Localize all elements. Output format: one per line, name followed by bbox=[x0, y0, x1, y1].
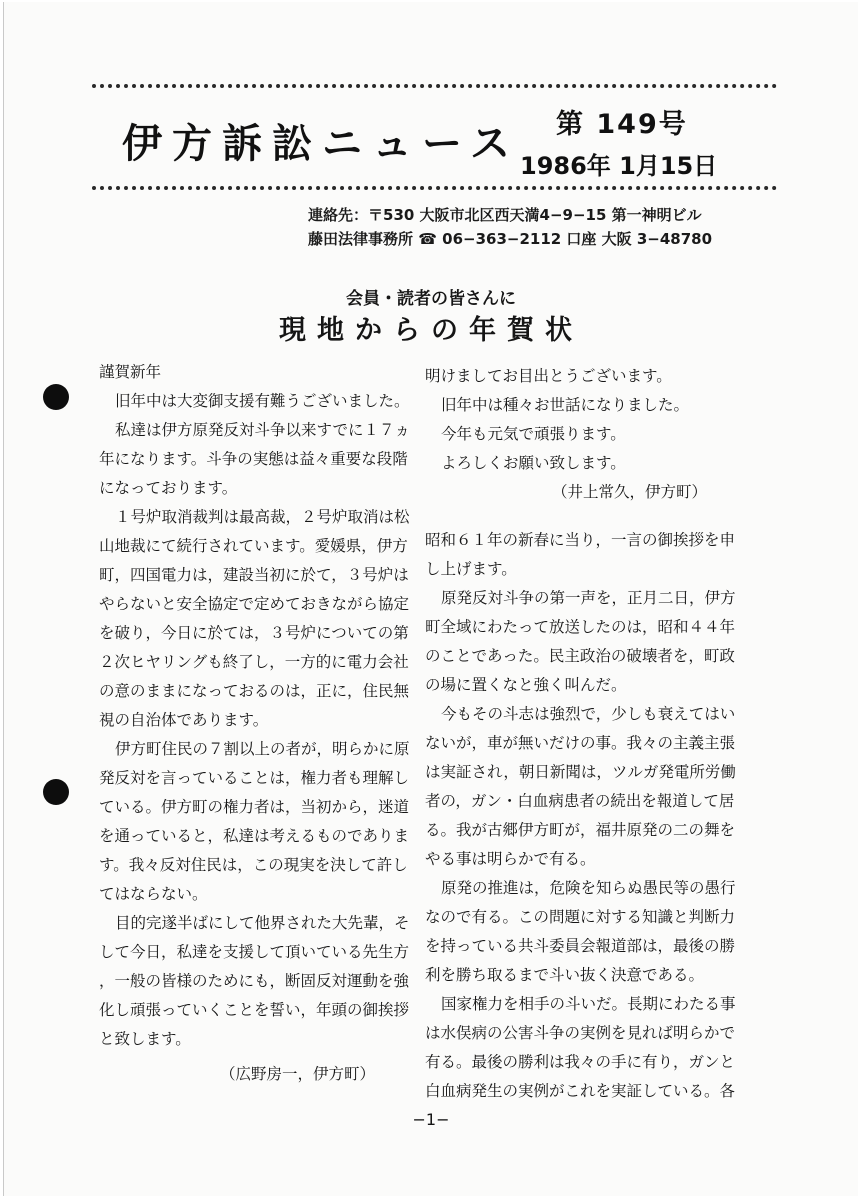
text-line: し上げます。 bbox=[425, 560, 517, 578]
text-line: 化し頑張っていくことを誓い，年頭の御挨拶 bbox=[99, 1001, 410, 1019]
bottom-dotted-rule bbox=[92, 186, 777, 190]
text-line: 山地裁にて続行されています。愛媛県，伊方 bbox=[99, 537, 408, 555]
top-dotted-rule bbox=[92, 84, 777, 88]
newsletter-title: 伊方訴訟ニュース bbox=[122, 121, 520, 167]
text-line: る。我が古郷伊方町が，福井原発の二の舞を bbox=[425, 821, 736, 839]
text-line: 国家権力を相手の斗いだ。長期にわたる事 bbox=[441, 995, 736, 1013]
right-column-message bbox=[425, 526, 735, 1106]
text-line: 視の自治体であります。 bbox=[99, 711, 269, 729]
article-headline: 現地からの年賀状 bbox=[279, 315, 583, 346]
issue-date: 1986年 1月15日 bbox=[520, 152, 718, 180]
text-line: よろしくお願い致します。 bbox=[441, 454, 626, 472]
text-line: やらないと安全協定で定めておきながら協定 bbox=[99, 595, 410, 613]
text-line: 明けましてお目出とうございます。 bbox=[425, 367, 672, 385]
text-line: やる事は明らかで有る。 bbox=[425, 850, 596, 868]
text-line: 原発反対斗争の第一声を，正月二日，伊方 bbox=[441, 589, 736, 607]
text-line: ている。伊方町の権力者は，当初から，迷道 bbox=[99, 798, 410, 816]
text-line: 白血病発生の実例がこれを実証している。各 bbox=[425, 1082, 736, 1100]
text-line: 利を勝ち取るまで斗い抜く決意である。 bbox=[425, 966, 705, 984]
page-number: −1− bbox=[412, 1110, 450, 1129]
text-line: 年になります。斗争の実態は益々重要な段階 bbox=[99, 450, 408, 468]
article-subtitle: 会員・読者の皆さんに bbox=[346, 289, 516, 309]
issue-number: 第 149号 bbox=[556, 109, 688, 140]
binder-hole-lower bbox=[43, 779, 69, 805]
contact-office: 藤田法律事務所 ☎ 06−363−2112 口座 大阪 3−48780 bbox=[308, 230, 713, 248]
binder-hole-upper bbox=[43, 384, 69, 410]
text-line: は水俣病の公害斗争の実例を見れば明らかで bbox=[425, 1024, 736, 1042]
text-line: 有る。最後の勝利は我々の手に有り，ガンと bbox=[425, 1053, 736, 1071]
left-column bbox=[99, 358, 410, 1089]
text-line: ，一般の皆様のためにも，断固反対運動を強 bbox=[99, 972, 410, 990]
text-line: 目的完遂半ばにして他界された大先輩，そ bbox=[115, 914, 410, 932]
text-line: てはならない。 bbox=[99, 885, 208, 903]
text-line: して今日，私達を支援して頂いている先生方 bbox=[99, 943, 410, 961]
text-line: 町全域にわたって放送したのは，昭和４４年 bbox=[425, 618, 736, 636]
text-line: ２次ヒヤリングも終了し，一方的に電力会社 bbox=[99, 653, 409, 671]
text-line: １号炉取消裁判は最高裁，２号炉取消は松 bbox=[115, 508, 410, 526]
signature-inoue: （井上常久，伊方町） bbox=[551, 483, 707, 501]
text-line: を持っている共斗委員会報道部は，最後の勝 bbox=[425, 937, 736, 955]
text-line: の意のままになっておるのは，正に，住民無 bbox=[99, 682, 410, 700]
text-line: 今年も元気で頑張ります。 bbox=[441, 425, 626, 443]
text-line: 者の，ガン・白血病患者の続出を報道して居 bbox=[425, 792, 735, 810]
text-line: 旧年中は大変御支援有難うございました。 bbox=[115, 392, 410, 410]
text-line: は実証され，朝日新聞は，ツルガ発電所労働 bbox=[425, 763, 736, 781]
text-line: 町，四国電力は，建設当初に於て，３号炉は bbox=[99, 566, 409, 584]
signature-hirono: （広野房一，伊方町） bbox=[219, 1065, 375, 1083]
greeting-heading: 謹賀新年 bbox=[99, 363, 162, 381]
text-line: 旧年中は種々お世話になりました。 bbox=[441, 396, 690, 414]
text-line: 私達は伊方原発反対斗争以来すでに１７ヵ bbox=[115, 421, 410, 439]
text-line: のことであった。民主政治の破壊者を，町政 bbox=[425, 647, 735, 665]
text-line: と致します。 bbox=[99, 1030, 191, 1048]
text-line: を通っていると，私達は考えるものでありま bbox=[99, 827, 410, 845]
text-line: 発反対を言っていることは，権力者も理解し bbox=[99, 769, 410, 787]
text-line: す。我々反対住民は，この現実を決して許し bbox=[99, 856, 408, 874]
text-line: を破り，今日に於ては，３号炉についての第 bbox=[99, 624, 409, 642]
text-line: 昭和６１年の新春に当り，一言の御挨拶を申 bbox=[425, 531, 736, 549]
text-line: ないが，車が無いだけの事。我々の主義主張 bbox=[425, 734, 736, 752]
text-line: になっております。 bbox=[99, 479, 238, 497]
contact-address: 連絡先：〒530 大阪市北区西天満4−9−15 第一神明ビル bbox=[308, 206, 702, 224]
text-line: 伊方町住民の７割以上の者が，明らかに原 bbox=[115, 740, 410, 758]
text-line: の場に置くなと強く叫んだ。 bbox=[425, 676, 627, 694]
text-line: なので有る。この問題に対する知識と判断力 bbox=[425, 908, 736, 926]
text-line: 原発の推進は，危険を知らぬ愚民等の愚行 bbox=[441, 879, 736, 897]
text-line: 今もその斗志は強烈で，少しも衰えてはい bbox=[441, 705, 736, 723]
right-column-greeting bbox=[425, 362, 735, 507]
